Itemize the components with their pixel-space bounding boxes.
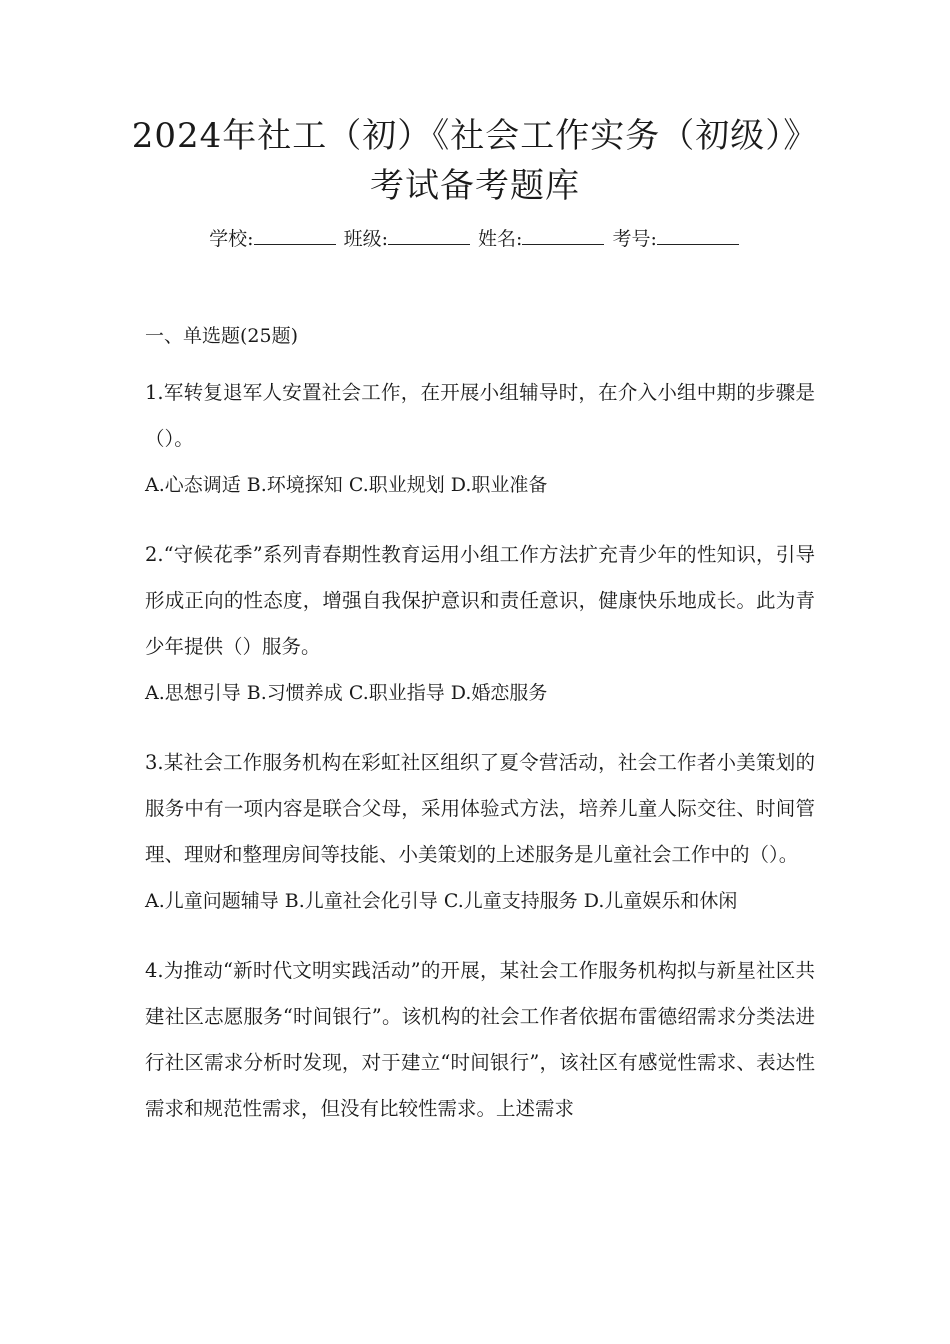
school-label: 学校: — [209, 228, 254, 250]
school-blank — [254, 228, 336, 245]
document-title-line1: 2024年社工（初）《社会工作实务（初级）》 — [131, 116, 819, 156]
question-section — [145, 318, 815, 1156]
question-item — [145, 740, 815, 924]
question-text: 2.“守候花季”系列青春期性教育运用小组工作方法扩充青少年的性知识，引导形成正向的性态度，增强自我保护意识和责任意识，健康快乐地成长。此为青少年提供（）服务。 — [145, 543, 815, 658]
question-text: 1.军转复退军人安置社会工作，在开展小组辅导时，在介入小组中期的步骤是（）。 — [145, 381, 815, 450]
question-text: 4.为推动“新时代文明实践活动”的开展，某社会工作服务机构拟与新星社区共建社区志愿服务“时间银行”。该机构的社会工作者依据布雷德绍需求分类法进行社区需求分析时发现，对于建立“时间银行”，该社区有感觉性需求、表达性需求和规范性需求，但没有比较性需求。上述需求 — [145, 959, 815, 1120]
question-item — [145, 948, 815, 1132]
question-options: A.儿童问题辅导 B.儿童社会化引导 C.儿童支持服务 D.儿童娱乐和休闲 — [145, 890, 738, 912]
class-blank — [388, 228, 470, 245]
class-label: 班级: — [343, 228, 388, 250]
question-options: A.思想引导 B.习惯养成 C.职业指导 D.婚恋服务 — [145, 682, 548, 704]
name-blank — [522, 228, 604, 245]
name-label: 姓名: — [478, 228, 523, 250]
question-item — [145, 370, 815, 508]
document-title-line2: 考试备考题库 — [370, 166, 580, 206]
student-info-row — [0, 224, 950, 251]
section-title: 一、单选题(25题) — [145, 325, 299, 347]
question-item — [145, 532, 815, 716]
question-options: A.心态调适 B.环境探知 C.职业规划 D.职业准备 — [145, 474, 548, 496]
exam-number-blank — [657, 228, 739, 245]
exam-number-label: 考号: — [612, 228, 657, 250]
question-text: 3.某社会工作服务机构在彩虹社区组织了夏令营活动，社会工作者小美策划的服务中有一项内容是联合父母，采用体验式方法，培养儿童人际交往、时间管理、理财和整理房间等技能、小美策划的上述服务是儿童社会工作中的（）。 — [145, 751, 815, 866]
